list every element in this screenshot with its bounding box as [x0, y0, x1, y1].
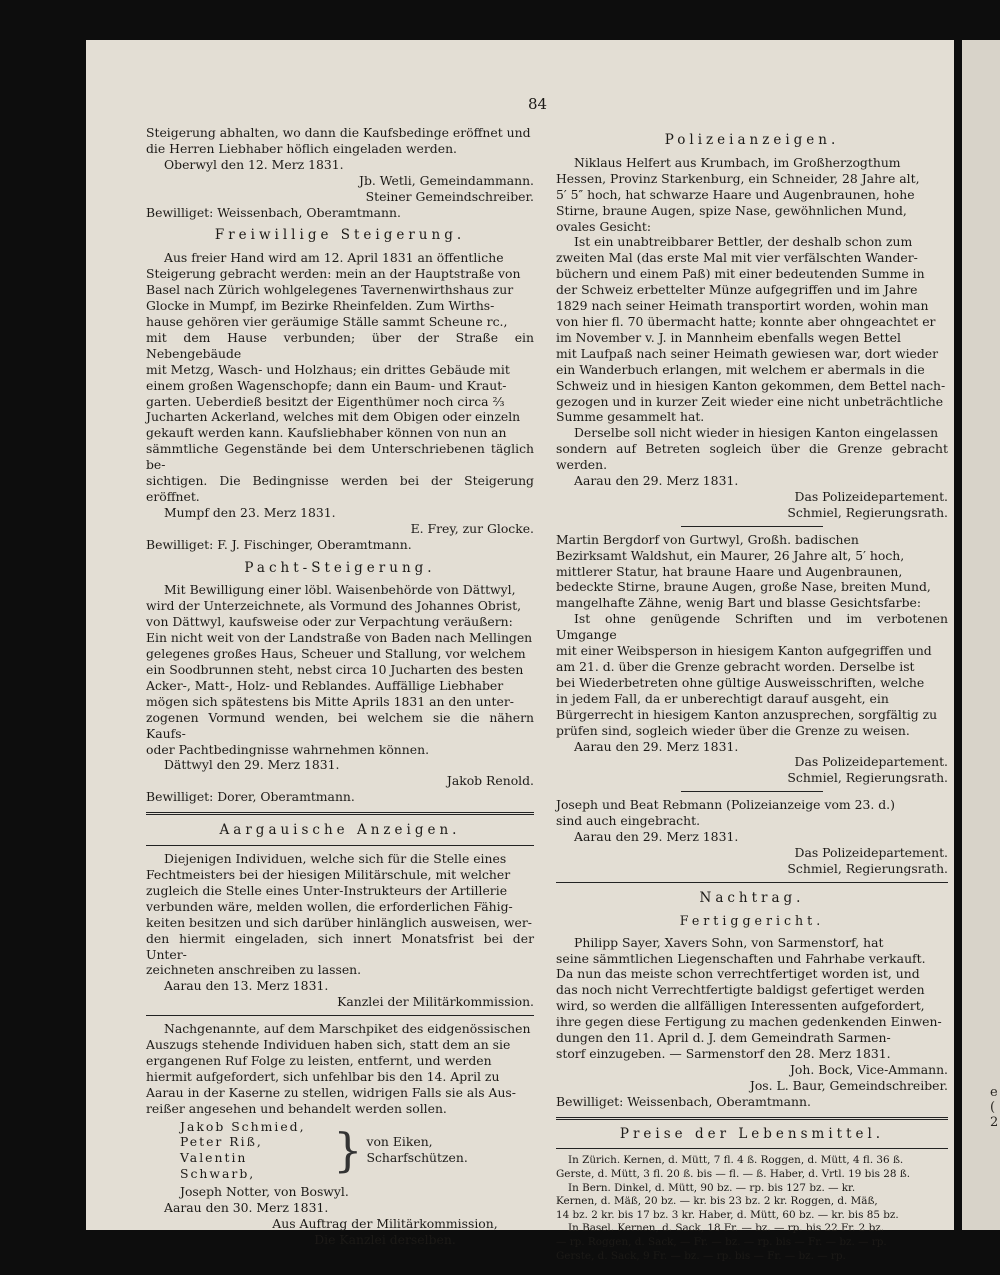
text-line: zeichneten anschreiben zu lassen.: [146, 962, 362, 978]
text-line: mittlerer Statur, hat braune Haare und Augenbraunen,: [556, 563, 903, 579]
section-heading: Nachtrag.: [699, 889, 805, 906]
section-heading: Freiwillige Steigerung.: [214, 227, 466, 244]
person-name: Peter Riß,: [180, 1134, 263, 1150]
text-line: Jucharten Ackerland, welches mit dem Obigen oder einzeln: [146, 409, 521, 425]
text-line: Basel nach Zürich wohlgelegenes Tavernenwirthshaus zur: [146, 282, 514, 298]
oberwyl-notice: [146, 125, 534, 220]
text-line: [146, 125, 534, 157]
divider: [146, 1015, 534, 1016]
section-heading: Polizeianzeigen.: [664, 132, 840, 148]
text-line: mit Laufpaß nach seiner Heimath gewiesen war, dort wieder: [556, 345, 939, 361]
text-line: Niklaus Helfert aus Krumbach, im Großherzogthum: [574, 154, 901, 170]
text-line: oder Pachtbedingnisse wahrnehmen können.: [146, 741, 430, 757]
text-line: Hessen, Provinz Starkenburg, ein Schneider, 28 Jahre alt,: [556, 170, 920, 186]
text-line: sind auch eingebracht.: [556, 813, 701, 829]
text-line: 5′ 5″ hoch, hat schwarze Haare und Augenbraunen, hohe: [556, 186, 915, 202]
text-line: ein Soodbrunnen steht, nebst circa 10 Jucharten des besten: [146, 662, 524, 677]
text-line: Joseph und Beat Rebmann (Polizeianzeige vom 23. d.): [556, 797, 895, 813]
date-line: Aarau den 13. Merz 1831.: [164, 978, 329, 994]
section-heading: Preise der Lebensmittel.: [619, 1125, 885, 1142]
text-line: In Bern. Dinkel, d. Mütt, 90 bz. — rp. bis 127 bz. — kr.: [568, 1181, 856, 1194]
text-line: Steigerung gebracht werden: mein an der Hauptstraße von: [146, 266, 521, 282]
text-line: keiten besitzen und sich darüber hinlänglich ausweisen, wer-: [146, 914, 532, 930]
names-block: [180, 1119, 534, 1183]
text-line: bedeckte Stirne, braune Augen, große Nase, breiten Mund,: [556, 579, 931, 595]
signature: Steiner Gemeindschreiber.: [365, 188, 534, 204]
section-heading: Aargauische Anzeigen.: [219, 822, 461, 839]
signature: Jos. L. Baur, Gemeindschreiber.: [749, 1077, 948, 1093]
text-line: Fechtmeisters bei der hiesigen Militärschule, mit welcher: [146, 866, 511, 882]
price-list: [556, 1154, 948, 1263]
text-line: Da nun das meiste schon verrechtfertiget worden ist, und: [556, 966, 920, 982]
signature: Jakob Renold.: [446, 773, 534, 789]
text-line: Mit Bewilligung einer löbl. Waisenbehörde von Dättwyl,: [164, 582, 516, 598]
text-line: Kernen, d. Mäß, 20 bz. — kr. bis 23 bz. 2 kr. Roggen, d. Mäß,: [556, 1195, 878, 1208]
text-line: Summe gesammelt hat.: [556, 409, 705, 425]
approval-line: Bewilliget: F. J. Fischinger, Oberamtmann.: [146, 536, 412, 552]
text-line: 14 bz. 2 kr. bis 17 bz. 3 kr. Haber, d. Mütt, 60 bz. — kr. bis 85 bz.: [556, 1208, 899, 1221]
divider: [556, 1148, 948, 1149]
signature: Schmiel, Regierungsrath.: [787, 504, 948, 520]
text-line: sämmtliche Gegenstände bei dem Unterschriebenen täglich be-: [146, 441, 534, 473]
signature: Schmiel, Regierungsrath.: [787, 770, 948, 786]
sub-heading: Fertiggericht.: [679, 912, 825, 928]
divider: [556, 882, 948, 883]
text-line: Glocke in Mumpf, im Bezirke Rheinfelden. Zum Wirths-: [146, 298, 495, 314]
text-line: in jedem Fall, da er unberechtigt darauf ausgeht, ein: [556, 690, 889, 706]
text-line: den hiermit eingeladen, sich innert Monatsfrist bei der Unter-: [146, 930, 534, 962]
fechtmeister-notice: [146, 851, 534, 1010]
text-line: Ist ohne genügende Schriften und im verbotenen Umgange: [556, 611, 948, 643]
text-line: sichtigen. Die Bedingnisse werden bei der Steigerung eröffnet.: [146, 473, 534, 504]
signature: Jb. Wetli, Gemeindammann.: [359, 172, 534, 188]
date-line: Aarau den 29. Merz 1831.: [574, 738, 739, 754]
text-line: von Dättwyl, kaufsweise oder zur Verpachtung veräußern:: [146, 614, 513, 630]
text-line: Martin Bergdorf von Gurtwyl, Großh. badischen: [556, 531, 859, 547]
date-line: Aarau den 29. Merz 1831.: [574, 473, 739, 489]
text-line: das noch nicht Verrechtfertigte baldigst gefertiget werden: [556, 982, 925, 998]
text-line: zogenen Vormund wenden, bei welchem sie die nähern Kaufs-: [146, 709, 534, 741]
date-line: Aarau den 29. Merz 1831.: [574, 829, 739, 845]
text-line: Schweiz und in hiesigen Kanton gekommen, dem Bettel nach-: [556, 377, 946, 393]
text-line: garten. Ueberdieß besitzt der Eigenthümer noch circa ⅔: [146, 393, 505, 409]
date-line: Mumpf den 23. Merz 1831.: [164, 504, 336, 520]
text-line: Steigerung abhalten, wo dann die Kaufsbedinge eröffnet und: [146, 125, 531, 140]
rebmann-notice: [556, 797, 948, 877]
signature: Joh. Bock, Vice-Ammann.: [789, 1061, 948, 1077]
text-line: Nachgenannte, auf dem Marschpiket des eidgenössischen: [164, 1021, 531, 1037]
text-line: mangelhafte Zähne, wenig Bart und blasse Gesichtsfarbe:: [556, 595, 922, 611]
signature: Aus Auftrag der Militärkommission,: [272, 1216, 498, 1231]
text-line: dungen den 11. April d. J. dem Gemeindrath Sarmen-: [556, 1030, 891, 1046]
edge-letter: (: [990, 1100, 996, 1115]
text-line: seine sämmtlichen Liegenschaften und Fahrhabe verkauft.: [556, 950, 926, 966]
text-line: gelegenes großes Haus, Scheuer und Stallung, vor welchem: [146, 646, 526, 662]
text-line: einem großen Wagenschopfe; dann ein Baum- und Kraut-: [146, 377, 507, 393]
text-line: mit Metzg, Wasch- und Holzhaus; ein drittes Gebäude mit: [146, 361, 510, 377]
signature: Die Kanzlei derselben.: [314, 1231, 456, 1247]
names-note: von Eiken, Scharfschützen.: [366, 1134, 468, 1166]
text-line: von hier fl. 70 übermacht hatte; konnte aber ohngeachtet er: [556, 313, 936, 329]
section-divider: [556, 1117, 948, 1120]
text-line: ein Wanderbuch erlangen, mit welchem er abermals in die: [556, 361, 925, 377]
date-line: Aarau den 30. Merz 1831.: [164, 1200, 329, 1216]
text-line: Bürgerrecht in hiesigem Kanton anzusprechen, sorgfältig zu: [556, 706, 938, 722]
left-column: [146, 125, 534, 1248]
brace-glyph: }: [333, 1123, 363, 1178]
person-name: Jakob Schmied,: [180, 1118, 306, 1134]
text-line: Ein nicht weit von der Landstraße von Baden nach Mellingen: [146, 630, 533, 646]
text-line: bei Wiederbetreten ohne gültige Ausweisschriften, welche: [556, 674, 925, 690]
approval-line: Bewilliget: Dorer, Oberamtmann.: [146, 789, 355, 805]
text-line: sondern auf Betreten sogleich über die Grenze gebracht werden.: [556, 441, 948, 473]
divider: [681, 791, 822, 792]
text-line: verbunden wäre, melden wollen, die erforderlichen Fähig-: [146, 898, 513, 914]
text-line: Aus freier Hand wird am 12. April 1831 an öffentliche: [164, 250, 504, 266]
sayer-notice: [556, 935, 948, 1110]
text-line: gekauft werden kann. Kaufsliebhaber können von nun an: [146, 425, 507, 441]
freiwillige-notice: [146, 250, 534, 552]
edge-letter: 2: [990, 1115, 999, 1130]
divider: [681, 526, 822, 527]
text-line: In Basel. Kernen, d. Sack, 18 Fr. — bz. — rp. bis 22 Fr. 2 bz.: [568, 1222, 884, 1235]
text-line: Auszugs stehende Individuen haben sich, statt dem an sie: [146, 1037, 511, 1053]
signature: E. Frey, zur Glocke.: [410, 520, 534, 536]
text-line: büchern und einem Paß) mit einer bedeutenden Summe in: [556, 266, 925, 282]
text-line: im November v. J. in Mannheim ebenfalls wegen Bettel: [556, 329, 901, 345]
signature: Schmiel, Regierungsrath.: [787, 860, 948, 876]
text-line: Diejenigen Individuen, welche sich für die Stelle eines: [164, 851, 507, 867]
text-line: mit dem Hause verbunden; über der Straße ein Nebengebäude: [146, 329, 534, 361]
text-line: Aarau in der Kaserne zu stellen, widrigen Falls sie als Aus-: [146, 1084, 516, 1100]
divider: [146, 845, 534, 846]
text-line: mit einer Weibsperson in hiesigem Kanton aufgegriffen und: [556, 643, 932, 659]
person-name: Joseph Notter, von Boswyl.: [180, 1184, 349, 1200]
section-heading: Pacht-Steigerung.: [244, 559, 436, 576]
next-page-edge: [962, 40, 1000, 1230]
text-line: hiermit aufgefordert, sich unfehlbar bis den 14. April zu: [146, 1068, 500, 1084]
text-line: am 21. d. über die Grenze gebracht worden. Derselbe ist: [556, 659, 915, 674]
text-line: zweiten Mal (das erste Mal mit vier verfälschten Wander-: [556, 250, 918, 266]
text-line: Derselbe soll nicht wieder in hiesigen Kanton eingelassen: [574, 425, 939, 441]
signature: Kanzlei der Militärkommission.: [337, 994, 534, 1010]
marschpiket-notice: [146, 1021, 534, 1248]
text-line: In Zürich. Kernen, d. Mütt, 7 fl. 4 ß. Roggen, d. Mütt, 4 fl. 36 ß.: [568, 1154, 904, 1167]
text-line: Gerste, d. Sack, 9 Fr. — bz. — rp. bis — Fr. — bz. — rp.: [556, 1249, 846, 1262]
text-line: Gerste, d. Mütt, 3 fl. 20 ß. bis — fl. — ß. Haber, d. Vrtl. 19 bis 28 ß.: [556, 1168, 911, 1181]
text-line: Ist ein unabtreibbarer Bettler, der deshalb schon zum: [574, 234, 913, 250]
approval-line: Bewilliget: Weissenbach, Oberamtmann.: [146, 204, 401, 220]
text-line: ihre gegen diese Fertigung zu machen gedenkenden Einwen-: [556, 1014, 942, 1030]
text-line: Acker-, Matt-, Holz- und Reblandes. Auffällige Liebhaber: [146, 677, 504, 693]
text-line: wird, so werden die allfälligen Interessenten aufgefordert,: [556, 998, 925, 1014]
section-divider: [146, 812, 534, 815]
text-line: — rp. Roggen, d. Sack, — Fr. — bz. — rp. bis — Fr. — bz. — rp.: [556, 1236, 887, 1249]
text-line: gezogen und in kurzer Zeit wieder eine nicht unbeträchtliche: [556, 393, 944, 409]
date-line: Oberwyl den 12. Merz 1831.: [164, 156, 344, 172]
signature: Das Polizeidepartement.: [794, 488, 948, 504]
signature: Das Polizeidepartement.: [794, 754, 948, 770]
text-line: Stirne, braune Augen, spize Nase, gewöhnlichen Mund,: [556, 202, 907, 218]
text-line: ergangenen Ruf Folge zu leisten, entfernt, und werden: [146, 1052, 492, 1068]
text-line: hause gehören vier geräumige Ställe sammt Scheune rc.,: [146, 313, 508, 329]
date-line: Dättwyl den 29. Merz 1831.: [164, 757, 340, 773]
text-line: Philipp Sayer, Xavers Sohn, von Sarmenstorf, hat: [574, 934, 884, 950]
text-line: reißer angesehen und behandelt werden sollen.: [146, 1100, 447, 1116]
text-line: 1829 nach seiner Heimath transportirt worden, wohin man: [556, 298, 929, 314]
bergdorf-notice: [556, 532, 948, 787]
approval-line: Bewilliget: Weissenbach, Oberamtmann.: [556, 1093, 811, 1109]
right-column: [556, 125, 948, 1263]
edge-letter: e: [990, 1085, 998, 1100]
text-line: prüfen sind, sogleich wieder über die Grenze zu weisen.: [556, 722, 910, 738]
text-line: die Herren Liebhaber höflich eingeladen werden.: [146, 140, 457, 156]
text-line: wird der Unterzeichnete, als Vormund des Johannes Obrist,: [146, 598, 522, 614]
signature: Das Polizeidepartement.: [794, 844, 948, 860]
person-name: Valentin Schwarb,: [180, 1150, 256, 1182]
text-line: zugleich die Stelle eines Unter-Instrukteurs der Artillerie: [146, 882, 508, 898]
names-list: [180, 1119, 325, 1183]
text-line: der Schweiz erbettelter Münze aufgegriffen und im Jahre: [556, 282, 918, 298]
pacht-notice: [146, 582, 534, 805]
text-line: mögen sich spätestens bis Mitte Aprils 1831 an den unter-: [146, 693, 514, 709]
page-number: 84: [528, 95, 548, 113]
text-line: Bezirksamt Waldshut, ein Maurer, 26 Jahre alt, 5′ hoch,: [556, 547, 905, 563]
text-line: storf einzugeben. — Sarmenstorf den 28. Merz 1831.: [556, 1045, 891, 1061]
helfert-notice: [556, 155, 948, 521]
text-line: ovales Gesicht:: [556, 218, 652, 234]
